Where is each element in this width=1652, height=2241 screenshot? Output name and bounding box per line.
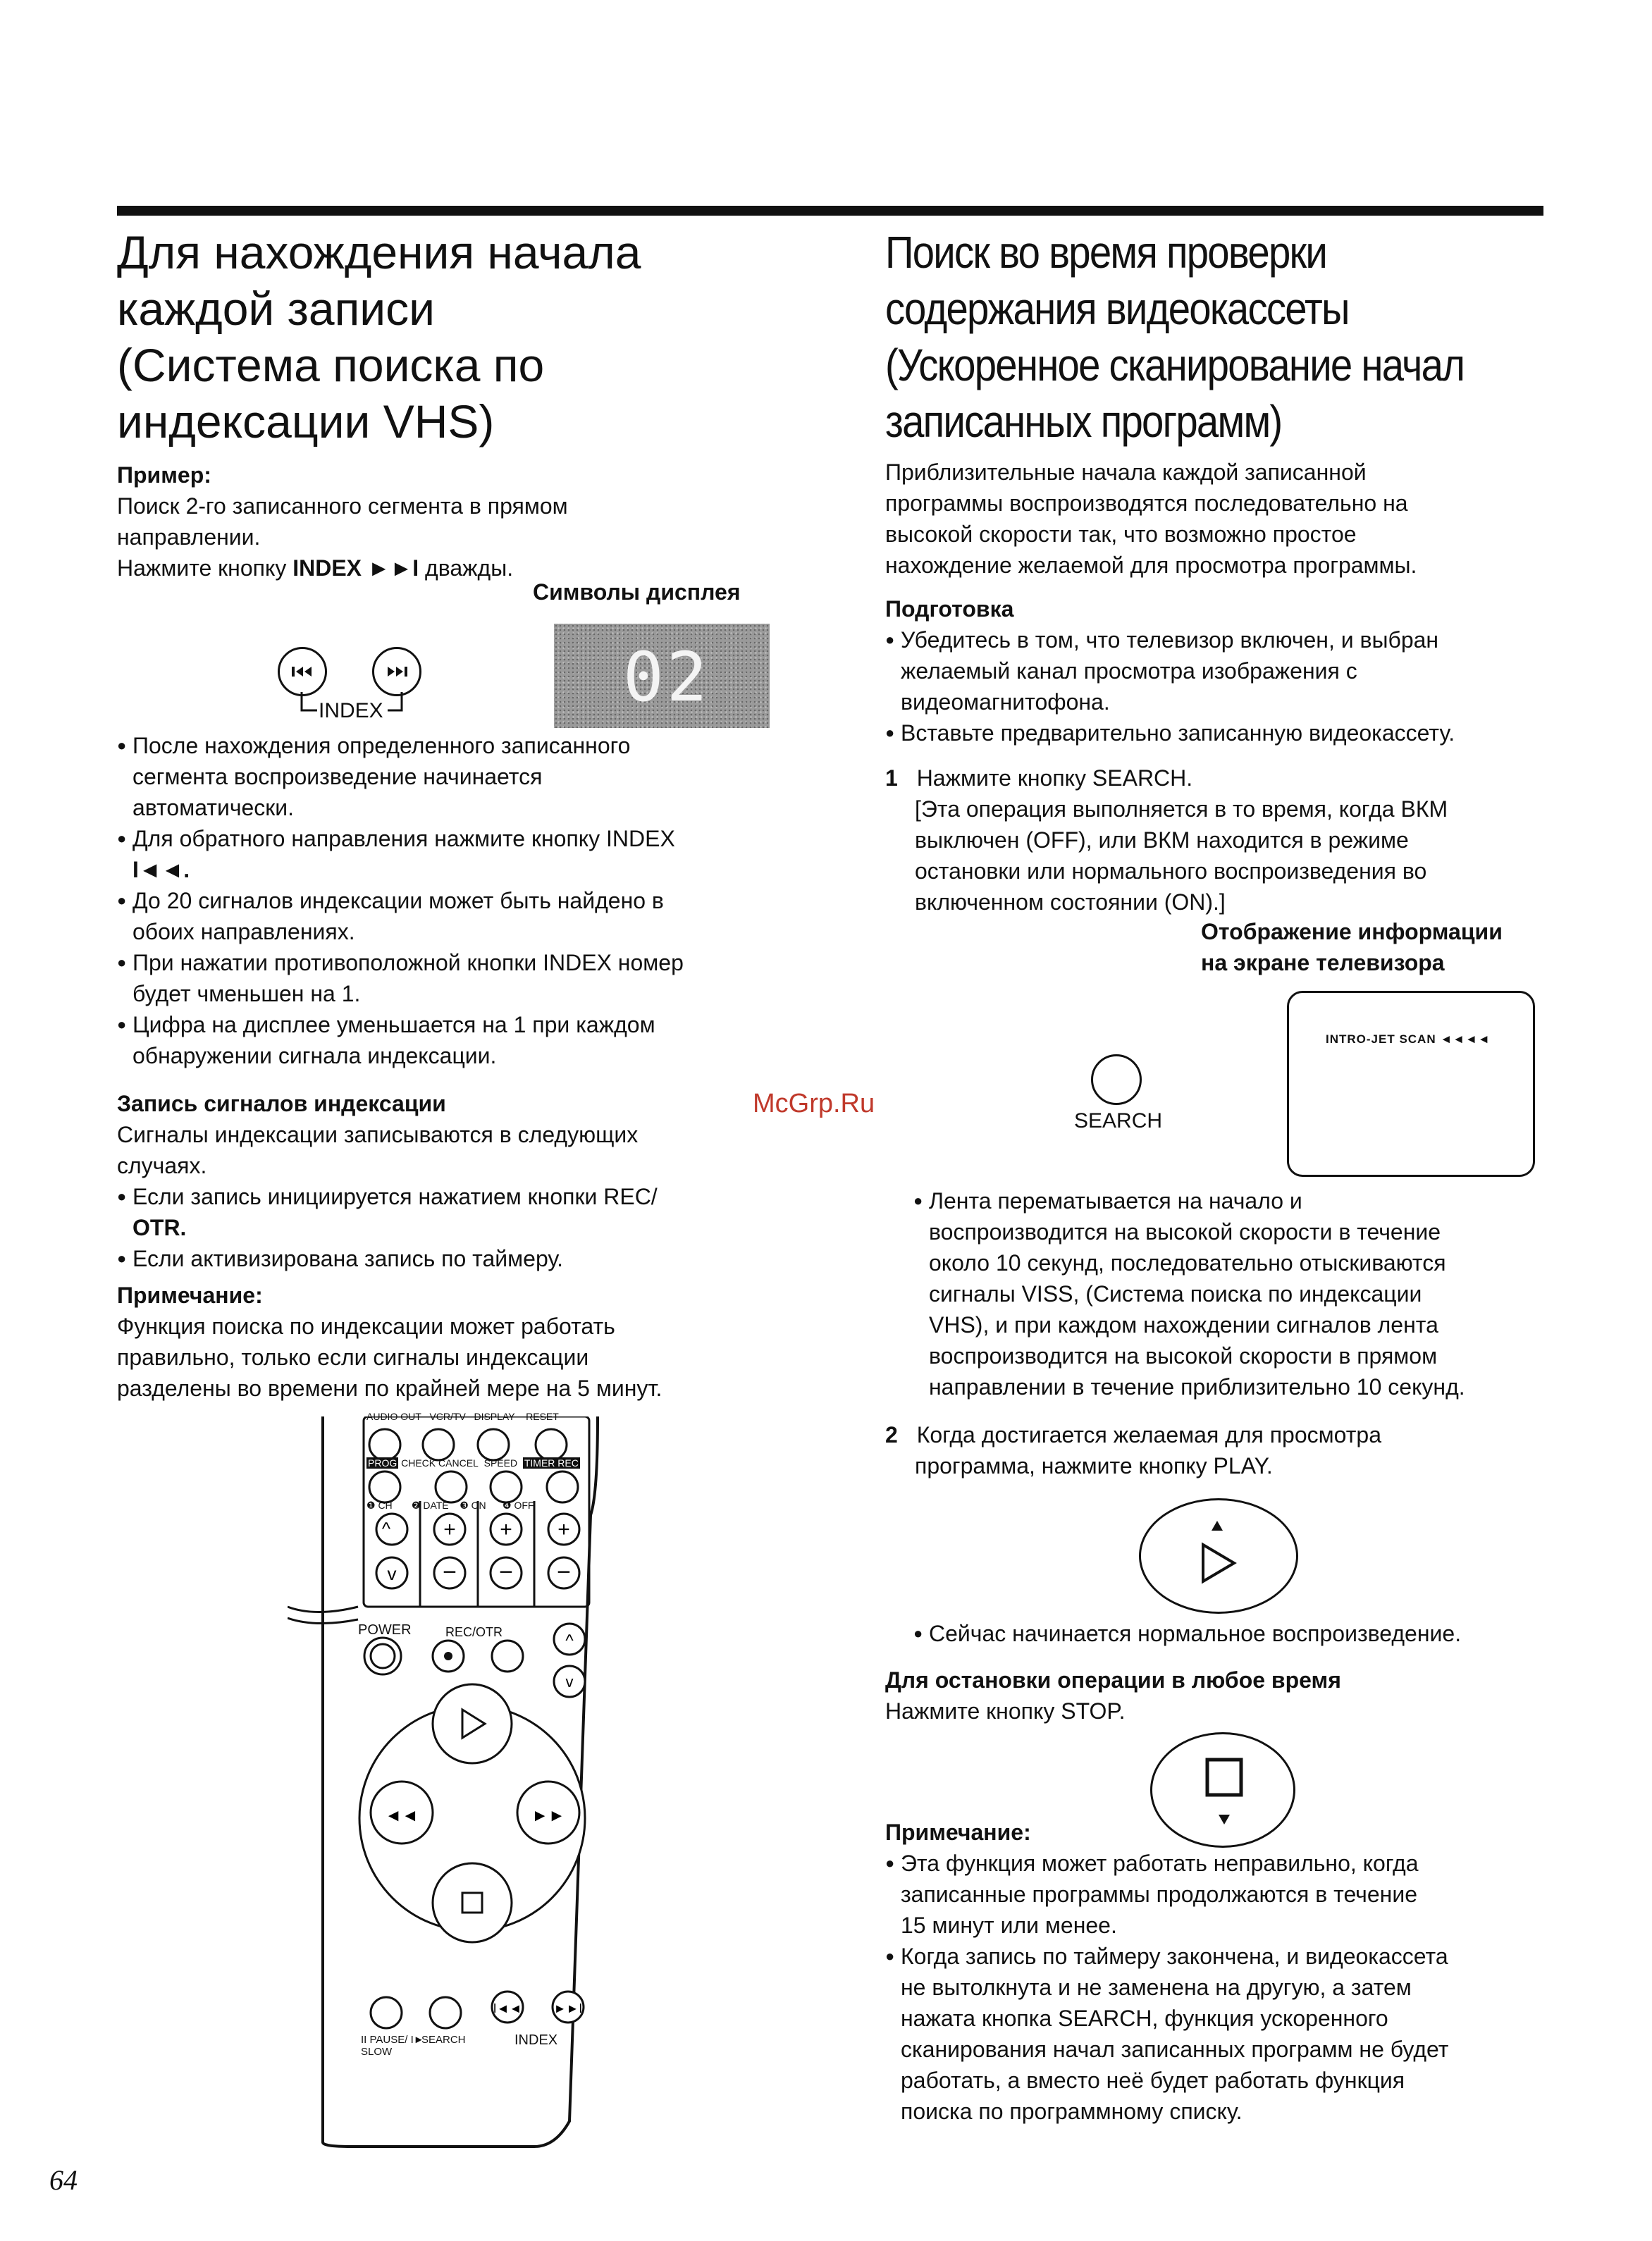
svg-text:►►I: ►►I — [553, 2001, 583, 2015]
bullet-line: OTR. — [132, 1215, 187, 1240]
left-bullets — [117, 730, 794, 1071]
bullet-item — [885, 1848, 1548, 1941]
power-label: POWER — [358, 1622, 412, 1638]
bullet-line: ● Эта функция может работать неправильно, когда — [901, 1851, 1419, 1876]
bullet-line: ● При нажатии противоположной кнопки INDEX номер — [132, 950, 684, 975]
bullet-item — [117, 1243, 794, 1274]
bullet-line: ● До 20 сигналов индексации может быть найдено в — [132, 888, 664, 913]
bullet-line: нажата кнопка SEARCH, функция ускоренного — [901, 2006, 1388, 2031]
index-label: INDEX — [319, 699, 383, 722]
prep-label: Подготовка — [885, 596, 1014, 622]
bullet-item — [117, 947, 794, 1009]
timer-rec-label: TIMER REC — [524, 1457, 579, 1469]
press-bold: INDEX ►►I — [292, 555, 419, 581]
right-intro — [885, 457, 1548, 748]
bullet-line: ● Для обратного направления нажмите кнопку INDEX — [132, 826, 675, 851]
note-line: разделены во времени по крайней мере на 5 минут. — [117, 1376, 662, 1401]
bullet-item — [117, 823, 794, 885]
bullet-item — [885, 717, 1548, 748]
right-title-line: содержания видеокассеты — [885, 283, 1349, 334]
svg-text:v: v — [565, 1673, 574, 1691]
bullet-line: ● После нахождения определенного записанного — [132, 733, 631, 758]
step1-note — [915, 794, 1548, 918]
step1-note-line: выключен (OFF), или ВКМ находится в режиме — [915, 827, 1409, 853]
bullet-line: ● Сейчас начинается нормальное воспроизведение. — [929, 1621, 1462, 1646]
intro-line: нахождение желаемой для просмотра программы. — [885, 552, 1417, 578]
search-label: SEARCH — [1074, 1109, 1163, 1132]
step2-line: Когда достигается желаемая для просмотра — [916, 1422, 1381, 1447]
cancel-label: CANCEL — [438, 1457, 479, 1469]
press-post: дважды. — [419, 555, 514, 581]
recording-section — [117, 1088, 794, 1404]
bullet-line: направлении в течение приблизительно 10 секунд. — [929, 1374, 1465, 1400]
right-note — [885, 1817, 1548, 2127]
left-title-line: (Система поиска по — [117, 339, 545, 391]
top-rule — [117, 206, 1543, 216]
bullet-item — [117, 1009, 794, 1071]
remote-row3 — [366, 1500, 534, 1512]
bullet-line: желаемый канал просмотра изображения с — [901, 658, 1357, 684]
skip-back-icon — [290, 665, 314, 679]
step2-number: 2 — [885, 1422, 898, 1447]
left-title-line: индексации VHS) — [117, 395, 495, 447]
bullet-item — [117, 885, 794, 947]
left-title — [117, 224, 822, 450]
display-symbols-label: Символы дисплея — [533, 579, 741, 605]
bullet-line: сегмента воспроизведение начинается — [132, 764, 543, 789]
index-prev-button[interactable] — [278, 647, 327, 696]
bullet-item — [885, 1941, 1548, 2127]
play-button[interactable] — [1139, 1498, 1298, 1614]
svg-text:−: − — [499, 1559, 513, 1586]
step1-text: Нажмите кнопку SEARCH. — [916, 765, 1193, 791]
display-value: 02 — [623, 638, 710, 717]
bullet-item — [913, 1618, 1548, 1649]
left-title-line: каждой записи — [117, 283, 436, 335]
intro-line: программы воспроизводятся последовательно на — [885, 490, 1408, 516]
remote-control — [288, 1411, 612, 2149]
bullet-line: ● Цифра на дисплее уменьшается на 1 при каждом — [132, 1012, 655, 1037]
recording-line: случаях. — [117, 1153, 207, 1178]
bullet-line: видеомагнитофона. — [901, 689, 1110, 715]
bullet-line: ● Вставьте предварительно записанную видеокассету. — [901, 720, 1455, 746]
step1-note-line: [Эта операция выполняется в то время, когда ВКМ — [915, 796, 1448, 822]
intro-line: высокой скорости так, что возможно простое — [885, 521, 1357, 547]
remote-index-label: INDEX — [514, 2032, 558, 2048]
note-line: правильно, только если сигналы индексации — [117, 1345, 589, 1370]
ch-label: ❶ CH — [366, 1500, 393, 1511]
bullet-line: ● Убедитесь в том, что телевизор включен, и выбран — [901, 627, 1439, 653]
bullet-line: ● Лента перематывается на начало и — [929, 1188, 1302, 1214]
step1-note-line: включенном состоянии (ON).] — [915, 889, 1226, 915]
remote-row2 — [366, 1457, 580, 1469]
bullet-line: 15 минут или менее. — [901, 1913, 1117, 1938]
bullet-line: автоматически. — [132, 795, 295, 820]
tv-info-line: Отображение информации — [1201, 919, 1503, 944]
svg-text:−: − — [557, 1559, 571, 1586]
remote-search-label: SEARCH — [421, 2034, 466, 2046]
svg-text:+: + — [500, 1518, 512, 1541]
reset-label: RESET — [526, 1411, 559, 1422]
right-title — [885, 224, 1562, 450]
example-section — [117, 459, 794, 584]
recotr-label: REC/OTR — [445, 1625, 503, 1639]
bullet-line: сканирования начал записанных программ не будет — [901, 2037, 1449, 2062]
svg-text:v: v — [387, 1563, 397, 1584]
skip-forward-icon — [385, 665, 409, 679]
svg-text:◄◄: ◄◄ — [385, 1806, 419, 1825]
svg-text:+: + — [557, 1518, 570, 1541]
pause-label: II PAUSE/ I► SLOW — [361, 2034, 424, 2058]
step2 — [885, 1419, 1548, 1481]
step2-line: программа, нажмите кнопку PLAY. — [915, 1453, 1273, 1478]
bullet-line: сигналы VISS, (Система поиска по индексации — [929, 1281, 1422, 1307]
step1-note-line: остановки или нормального воспроизведения во — [915, 858, 1427, 884]
bullet-line: I◄◄. — [132, 857, 190, 882]
tv-info-line: на экране телевизора — [1201, 950, 1445, 975]
stop-title: Для остановки операции в любое время — [885, 1667, 1341, 1693]
off-label: ❹ OFF — [503, 1500, 534, 1511]
play-icon — [1176, 1514, 1261, 1598]
bullet-line: воспроизводится на высокой скорости в прямом — [929, 1343, 1438, 1369]
stop-section — [885, 1665, 1548, 1727]
remote-row1 — [366, 1411, 559, 1422]
tv-screen-text: INTRO-JET SCAN ◄◄◄◄ — [1326, 1032, 1491, 1046]
bullet-line: ● Когда запись по таймеру закончена, и видеокассета — [901, 1944, 1448, 1969]
svg-text:+: + — [443, 1518, 456, 1541]
example-label: Пример: — [117, 462, 211, 488]
tv-screen — [1287, 991, 1535, 1177]
stop-text: Нажмите кнопку STOP. — [885, 1698, 1126, 1724]
bullet-line: не вытолкнута и не заменена на другую, а затем — [901, 1975, 1412, 2000]
right-title-line: записанных программ) — [885, 396, 1282, 447]
date-label: ❷ DATE — [411, 1500, 449, 1511]
vcrtv-label: VCR/TV — [429, 1411, 466, 1422]
bullet-line: воспроизводится на высокой скорости в течение — [929, 1219, 1441, 1245]
index-next-button[interactable] — [372, 647, 421, 696]
bullet-line: записанные программы продолжаются в течение — [901, 1882, 1417, 1907]
right-title-line: Поиск во время проверки — [885, 227, 1327, 278]
tv-info-label — [1201, 916, 1503, 978]
prog-label: PROG — [368, 1457, 397, 1469]
svg-text:I◄◄: I◄◄ — [493, 2001, 522, 2015]
right-title-line: (Ускоренное сканирование начал — [885, 340, 1465, 390]
bullet-item — [117, 730, 794, 823]
step2-result — [913, 1618, 1548, 1649]
display-panel — [554, 624, 770, 728]
bullet-line: будет чменьшен на 1. — [132, 981, 361, 1006]
bullet-line: обнаружении сигнала индексации. — [132, 1043, 497, 1068]
speed-label: SPEED — [483, 1457, 518, 1469]
step1-result — [913, 1185, 1548, 1402]
watermark: McGrp.Ru — [753, 1089, 875, 1118]
check-label: CHECK — [401, 1457, 436, 1469]
left-title-line: Для нахождения начала — [117, 226, 641, 278]
bullet-line: VHS), и при каждом нахождении сигналов лента — [929, 1312, 1438, 1338]
bullet-line: около 10 секунд, последовательно отыскиваются — [929, 1250, 1446, 1276]
example-line: направлении. — [117, 524, 261, 550]
svg-text:−: − — [443, 1559, 457, 1586]
bullet-item — [913, 1185, 1548, 1402]
intro-line: Приблизительные начала каждой записанной — [885, 459, 1367, 485]
recording-line: Сигналы индексации записываются в следующих — [117, 1122, 639, 1147]
note-label: Примечание: — [885, 1820, 1031, 1845]
search-button[interactable] — [1091, 1054, 1142, 1105]
recording-title: Запись сигналов индексации — [117, 1091, 446, 1116]
page-number: 64 — [49, 2164, 78, 2196]
press-pre: Нажмите кнопку — [117, 555, 293, 581]
svg-text:►►: ►► — [531, 1806, 565, 1825]
bullet-line: ● Если запись инициируется нажатием кнопки REC/ — [132, 1184, 658, 1209]
bullet-line: обоих направлениях. — [132, 919, 355, 944]
note-label: Примечание: — [117, 1283, 263, 1308]
audio-out-label: AUDIO OUT — [366, 1411, 421, 1422]
display-label: DISPLAY — [474, 1411, 515, 1422]
svg-text:^: ^ — [565, 1631, 574, 1650]
step1-number: 1 — [885, 765, 898, 791]
bullet-item — [885, 624, 1548, 717]
bullet-line: поиска по программному списку. — [901, 2099, 1243, 2124]
step1 — [885, 763, 1548, 918]
bullet-line: ● Если активизирована запись по таймеру. — [132, 1246, 564, 1271]
bullet-item — [117, 1181, 794, 1243]
note-line: Функция поиска по индексации может работать — [117, 1314, 615, 1339]
bullet-line: работать, а вместо неё будет работать функция — [901, 2068, 1405, 2093]
on-label: ❸ ON — [460, 1500, 486, 1511]
example-line: Поиск 2-го записанного сегмента в прямом — [117, 493, 568, 519]
svg-text:^: ^ — [381, 1518, 391, 1539]
